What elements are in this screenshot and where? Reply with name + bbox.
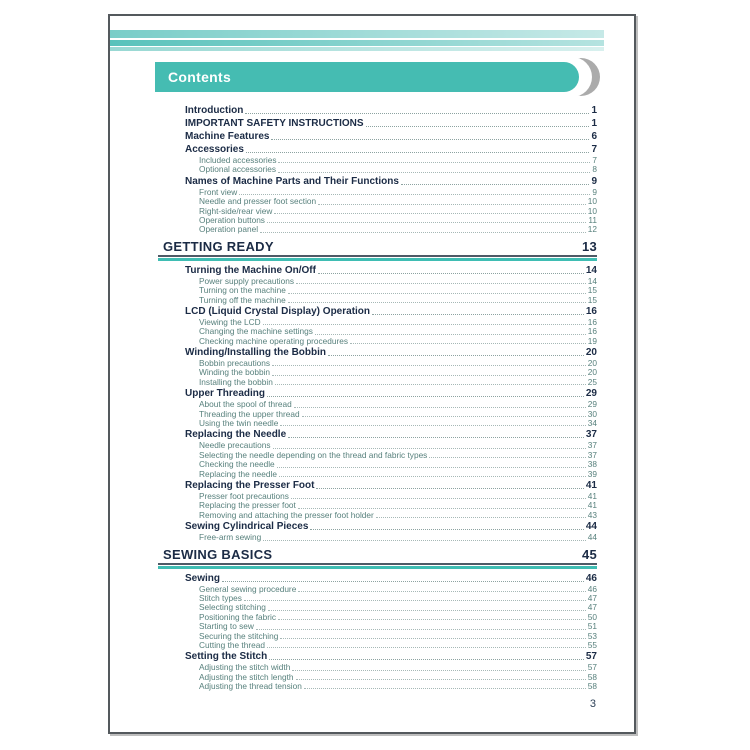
toc-row-sub (158, 419, 597, 428)
toc-entry-label: Checking machine operating procedures (199, 336, 348, 346)
toc-row-sub (158, 585, 597, 594)
dot-leader (275, 384, 586, 385)
toc-entry-label: Bobbin precautions (199, 359, 271, 369)
toc-entry-page-number: 15 (587, 286, 597, 296)
dot-leader (222, 581, 584, 582)
toc-row-chapter (158, 130, 597, 143)
toc-entry-page-number: 10 (587, 206, 597, 216)
toc-entry-page-number: 44 (585, 521, 597, 533)
toc-entry-page-number: 29 (587, 400, 597, 410)
dot-leader (288, 437, 584, 438)
toc-entry-label: Turning off the machine (199, 295, 286, 305)
dot-leader (292, 670, 585, 671)
toc-entry-label: GETTING READY (163, 238, 274, 254)
toc-entry-label: Upper Threading (185, 388, 266, 400)
section-divider-rule (158, 563, 597, 569)
toc-row-chapter (158, 387, 597, 400)
toc-row-sub (158, 225, 597, 234)
dot-leader (318, 204, 586, 205)
toc-entry-page-number: 57 (585, 651, 597, 663)
dot-leader (273, 448, 586, 449)
page-title: Contents (168, 69, 232, 85)
toc-row-chapter (158, 520, 597, 533)
toc-row-sub (158, 603, 597, 612)
toc-row-chapter (158, 175, 597, 188)
toc-row-sub (158, 277, 597, 286)
toc-entry-label: Operation panel (199, 225, 259, 235)
toc-row-sub (158, 492, 597, 501)
toc-entry-label: Introduction (185, 105, 244, 116)
toc-entry-label: IMPORTANT SAFETY INSTRUCTIONS (185, 118, 364, 129)
toc-entry-page-number: 58 (587, 672, 597, 682)
dot-leader (288, 302, 586, 303)
dot-leader (298, 508, 586, 509)
toc-entry-label: Checking the needle (199, 460, 275, 470)
toc-entry-label: Free-arm sewing (199, 533, 262, 543)
toc-entry-label: Positioning the fabric (199, 612, 277, 622)
toc-entry-label: Optional accessories (199, 165, 277, 175)
toc-entry-label: Using the twin needle (199, 419, 279, 429)
toc-entry-page-number: 47 (587, 593, 597, 603)
toc-row-sub (158, 188, 597, 197)
toc-entry-label: Stitch types (199, 593, 242, 603)
toc-entry-label: Installing the bobbin (199, 377, 273, 387)
toc-row-chapter (158, 305, 597, 318)
toc-row-sub (158, 207, 597, 216)
toc-entry-page-number: 37 (587, 450, 597, 460)
toc-entry-label: Presser foot precautions (199, 491, 289, 501)
dot-leader (280, 638, 585, 639)
toc-entry-page-number: 16 (585, 305, 597, 317)
toc-row-chapter (158, 650, 597, 663)
toc-entry-page-number: 13 (581, 238, 597, 254)
toc-entry-page-number: 45 (581, 546, 597, 562)
dot-leader (244, 600, 586, 601)
toc-row-sub (158, 501, 597, 510)
toc-row-sub (158, 337, 597, 346)
toc-entry-page-number: 46 (587, 584, 597, 594)
toc-row-sub (158, 613, 597, 622)
page-number: 3 (589, 698, 596, 710)
toc-row-sub (158, 460, 597, 469)
toc-entry-label: Operation buttons (199, 215, 265, 225)
toc-entry-label: Adjusting the thread tension (199, 682, 302, 692)
toc-entry-page-number: 41 (587, 491, 597, 501)
dot-leader (271, 139, 589, 140)
toc-entry-label: Removing and attaching the presser foot holder (199, 510, 374, 520)
stripe-bottom (110, 47, 604, 51)
toc-entry-page-number: 39 (587, 469, 597, 479)
toc-row-sub (158, 663, 597, 672)
toc-entry-label: Changing the machine settings (199, 327, 313, 337)
dot-leader (269, 659, 584, 660)
toc-row-sub (158, 470, 597, 479)
toc-entry-label: About the spool of thread (199, 400, 292, 410)
toc-row-section (158, 547, 597, 563)
toc-entry-page-number: 16 (587, 317, 597, 327)
toc-row-chapter (158, 264, 597, 277)
dot-leader (291, 498, 586, 499)
toc-entry-label: Replacing the Presser Foot (185, 479, 315, 491)
toc-row-sub (158, 156, 597, 165)
toc-entry-page-number: 30 (587, 409, 597, 419)
toc-row-sub (158, 451, 597, 460)
toc-row-sub (158, 594, 597, 603)
toc-entry-page-number: 37 (587, 441, 597, 451)
toc-entry-label: SEWING BASICS (163, 546, 273, 562)
toc-entry-page-number: 10 (587, 197, 597, 207)
toc-row-sub (158, 622, 597, 631)
toc-entry-label: Power supply precautions (199, 276, 295, 286)
toc-entry-page-number: 20 (587, 359, 597, 369)
toc-row-sub (158, 216, 597, 225)
toc-entry-page-number: 8 (592, 165, 597, 175)
toc-entry-page-number: 14 (587, 276, 597, 286)
toc-entry-page-number: 55 (587, 640, 597, 650)
toc-entry-label: LCD (Liquid Crystal Display) Operation (185, 305, 371, 317)
toc-entry-page-number: 15 (587, 295, 597, 305)
toc-entry-label: Right-side/rear view (199, 206, 273, 216)
toc-entry-label: Securing the stitching (199, 631, 279, 641)
toc-entry-page-number: 12 (587, 225, 597, 235)
toc-entry-page-number: 16 (587, 327, 597, 337)
toc-entry-page-number: 25 (587, 377, 597, 387)
toc-entry-page-number: 20 (585, 347, 597, 359)
dot-leader (302, 416, 586, 417)
dot-leader (278, 172, 590, 173)
toc-entry-label: Selecting the needle depending on the thread and fabric types (199, 450, 428, 460)
dot-leader (318, 273, 584, 274)
toc-row-sub (158, 368, 597, 377)
contents-tab (155, 62, 579, 92)
toc-row-chapter (158, 346, 597, 359)
toc-entry-label: Needle and presser foot section (199, 197, 317, 207)
toc-row-sub (158, 400, 597, 409)
dot-leader (278, 619, 586, 620)
toc-row-sub (158, 410, 597, 419)
toc-entry-label: Names of Machine Parts and Their Functions (185, 175, 399, 187)
toc-entry-label: Adjusting the stitch length (199, 672, 294, 682)
toc-entry-label: Setting the Stitch (185, 651, 268, 663)
toc-row-sub (158, 165, 597, 174)
toc-entry-label: Starting to sew (199, 622, 254, 632)
toc-entry-label: Turning on the machine (199, 286, 286, 296)
dot-leader (429, 457, 585, 458)
table-of-contents (158, 104, 597, 691)
dot-leader (372, 314, 584, 315)
section-divider-rule (158, 255, 597, 261)
toc-entry-label: Viewing the LCD (199, 317, 261, 327)
toc-row-sub (158, 296, 597, 305)
toc-entry-label: Threading the upper thread (199, 409, 300, 419)
toc-entry-label: Cutting the thread (199, 640, 265, 650)
dot-leader (376, 517, 586, 518)
toc-row-sub (158, 673, 597, 682)
toc-entry-page-number: 53 (587, 631, 597, 641)
toc-row-sub (158, 197, 597, 206)
toc-entry-page-number: 7 (592, 156, 597, 165)
dot-leader (267, 222, 586, 223)
toc-entry-page-number: 9 (592, 187, 597, 197)
toc-entry-page-number: 20 (587, 368, 597, 378)
dot-leader (315, 334, 586, 335)
toc-entry-page-number: 19 (587, 336, 597, 346)
toc-row-chapter (158, 117, 597, 130)
toc-entry-label: Winding the bobbin (199, 368, 271, 378)
toc-entry-label: Front view (199, 187, 238, 197)
dot-leader (263, 324, 586, 325)
toc-row-sub (158, 286, 597, 295)
toc-row-sub (158, 511, 597, 520)
toc-entry-page-number: 47 (587, 603, 597, 613)
toc-entry-page-number: 29 (585, 388, 597, 400)
toc-entry-page-number: 41 (585, 479, 597, 491)
dot-leader (316, 488, 583, 489)
dot-leader (401, 184, 590, 185)
toc-row-sub (158, 682, 597, 691)
dot-leader (278, 162, 590, 163)
toc-row-chapter (158, 428, 597, 441)
dot-leader (350, 343, 586, 344)
dot-leader (279, 476, 586, 477)
dot-leader (366, 126, 590, 127)
dot-leader (304, 688, 586, 689)
toc-row-chapter (158, 479, 597, 492)
toc-spacer (272, 547, 582, 563)
toc-entry-page-number: 38 (587, 460, 597, 470)
toc-entry-page-number: 58 (587, 682, 597, 692)
dot-leader (277, 467, 586, 468)
dot-leader (267, 647, 586, 648)
toc-entry-page-number: 11 (588, 215, 597, 225)
toc-entry-page-number: 41 (587, 501, 597, 511)
toc-entry-label: Adjusting the stitch width (199, 663, 291, 673)
toc-row-sub (158, 327, 597, 336)
toc-row-chapter (158, 104, 597, 117)
dot-leader (296, 283, 586, 284)
toc-entry-label: Accessories (185, 144, 244, 155)
dot-leader (274, 213, 585, 214)
toc-row-sub (158, 441, 597, 450)
dot-leader (294, 407, 586, 408)
dot-leader (245, 113, 589, 114)
toc-entry-page-number: 14 (585, 264, 597, 276)
dot-leader (263, 540, 586, 541)
toc-entry-label: Replacing the presser foot (199, 501, 296, 511)
toc-row-sub (158, 641, 597, 650)
toc-entry-page-number: 37 (585, 429, 597, 441)
toc-entry-page-number: 1 (591, 105, 597, 116)
toc-entry-page-number: 7 (591, 144, 597, 155)
toc-entry-label: Replacing the Needle (185, 429, 287, 441)
toc-row-sub (158, 359, 597, 368)
toc-entry-page-number: 46 (585, 572, 597, 584)
toc-entry-page-number: 1 (591, 118, 597, 129)
toc-entry-page-number: 51 (587, 622, 597, 632)
toc-row-sub (158, 533, 597, 542)
dot-leader (256, 629, 586, 630)
toc-entry-page-number: 57 (587, 663, 597, 673)
toc-entry-label: Replacing the needle (199, 469, 277, 479)
toc-entry-page-number: 9 (591, 175, 597, 187)
toc-entry-label: Needle precautions (199, 441, 271, 451)
toc-entry-label: Selecting stitching (199, 603, 266, 613)
toc-entry-page-number: 44 (587, 533, 597, 543)
toc-entry-page-number: 6 (591, 131, 597, 142)
dot-leader (310, 529, 583, 530)
dot-leader (328, 355, 584, 356)
toc-row-sub (158, 632, 597, 641)
top-stripe-banner (110, 30, 604, 51)
toc-entry-page-number: 43 (587, 510, 597, 520)
dot-leader (296, 679, 586, 680)
dot-leader (288, 293, 586, 294)
dot-leader (268, 610, 586, 611)
toc-entry-page-number: 50 (587, 612, 597, 622)
toc-entry-label: Winding/Installing the Bobbin (185, 347, 327, 359)
dot-leader (272, 375, 586, 376)
toc-row-chapter (158, 572, 597, 585)
toc-spacer (274, 239, 582, 255)
toc-row-chapter (158, 143, 597, 156)
dot-leader (246, 152, 590, 153)
toc-entry-label: Machine Features (185, 131, 270, 142)
dot-leader (239, 194, 590, 195)
manual-page (108, 14, 636, 734)
toc-entry-label: Included accessories (199, 156, 277, 165)
toc-row-sub (158, 318, 597, 327)
toc-entry-page-number: 34 (587, 419, 597, 429)
toc-row-sub (158, 378, 597, 387)
dot-leader (260, 232, 586, 233)
dot-leader (298, 591, 585, 592)
toc-entry-label: Turning the Machine On/Off (185, 264, 316, 276)
dot-leader (267, 396, 584, 397)
toc-row-section (158, 239, 597, 255)
stripe-top (110, 30, 604, 38)
dot-leader (280, 425, 585, 426)
toc-entry-label: Sewing Cylindrical Pieces (185, 521, 309, 533)
toc-entry-label: Sewing (185, 572, 221, 584)
dot-leader (272, 365, 586, 366)
toc-entry-label: General sewing procedure (199, 584, 297, 594)
